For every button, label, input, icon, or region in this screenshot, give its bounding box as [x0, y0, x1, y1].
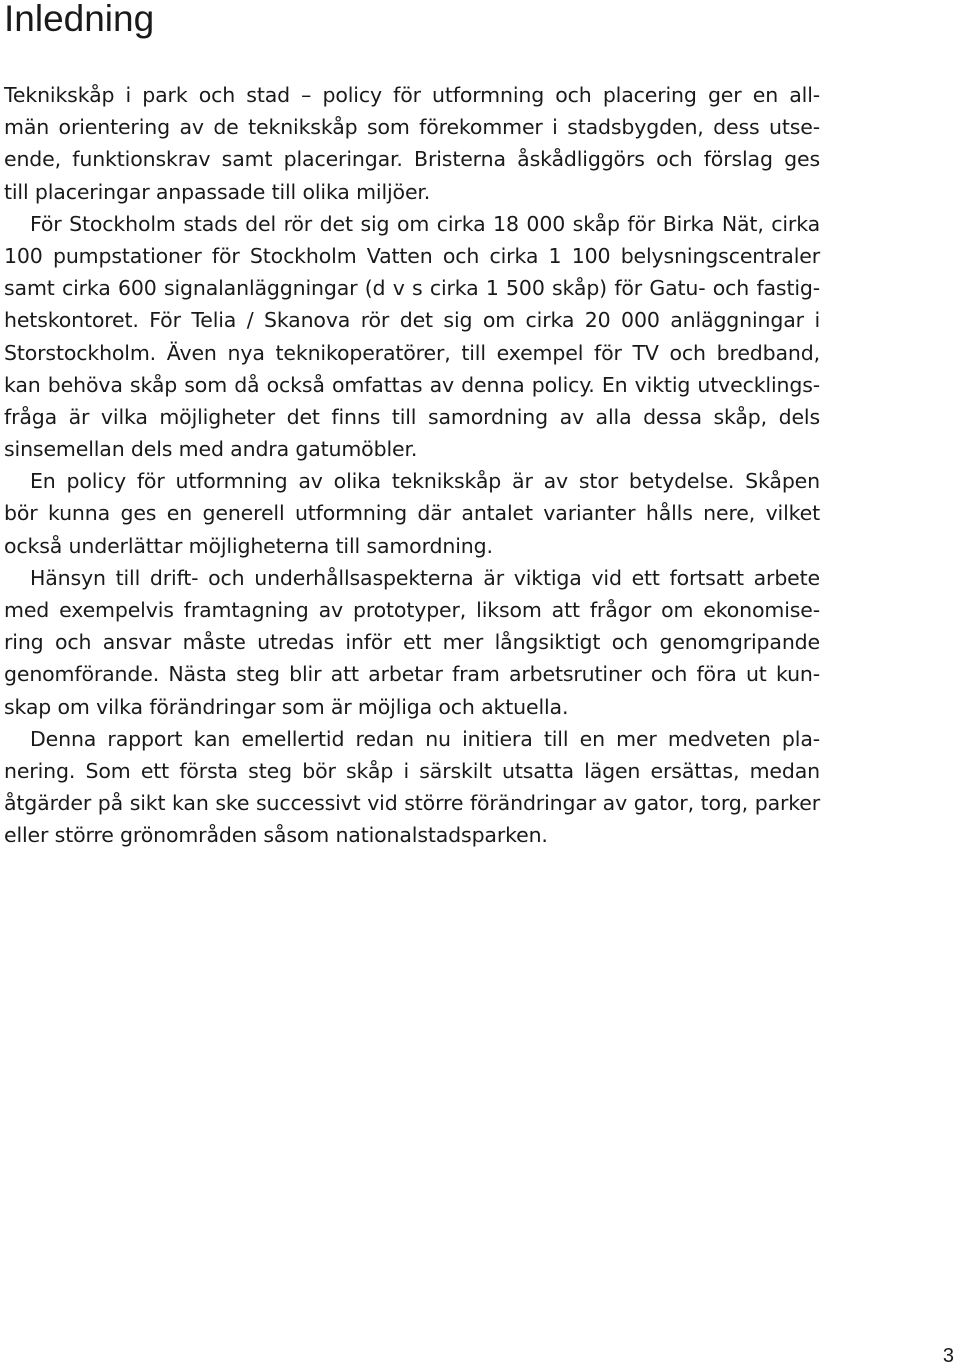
text-line: också underlättar möjligheterna till samordning. [4, 533, 493, 558]
text-line: fråga är vilka möjligheter det finns till samordning av alla dessa skåp, dels [4, 404, 820, 429]
text-line: åtgärder på sikt kan ske successivt vid större förändringar av gator, torg, parker [4, 791, 820, 816]
text-line: hetskontoret. För Telia / Skanova rör det sig om cirka 20 000 anläggningar i [4, 308, 820, 333]
text-line: 100 pumpstationer för Stockholm Vatten och cirka 1 100 belysningscentraler [4, 243, 820, 268]
text-line: kan behöva skåp som då också omfattas av denna policy. En viktig utvecklings- [4, 372, 820, 397]
text-line: till placeringar anpassade till olika miljöer. [4, 179, 431, 204]
text-line: Hänsyn till drift- och underhållsaspekterna är viktiga vid ett fortsatt arbete [30, 565, 820, 590]
text-line: ring och ansvar måste utredas inför ett mer långsiktigt och genomgripande [4, 630, 820, 655]
text-line: En policy för utformning av olika teknikskåp är av stor betydelse. Skåpen [30, 469, 820, 494]
text-line: män orientering av de teknikskåp som förekommer i stadsbygden, dess utse- [4, 115, 820, 140]
text-line: Storstockholm. Även nya teknikoperatörer, till exempel för TV och bredband, [4, 340, 820, 365]
text-line: med exempelvis framtagning av prototyper, liksom att frågor om ekonomise- [4, 598, 820, 622]
text-line: nering. Som ett första steg bör skåp i särskilt utsatta lägen ersättas, medan [4, 758, 820, 783]
text-line: Teknikskåp i park och stad – policy för utformning och placering ger en all- [4, 83, 820, 107]
text-line: samt cirka 600 signalanläggningar (d v s cirka 1 500 skåp) för Gatu- och fastig- [4, 276, 820, 301]
text-line: genomförande. Nästa steg blir att arbetar fram arbetsrutiner och föra ut kun- [4, 662, 820, 687]
text-line: skap om vilka förändringar som är möjliga och aktuella. [4, 694, 569, 719]
text-line: eller större grönområden såsom nationalstadsparken. [4, 823, 548, 848]
page-title: Inledning [4, 0, 155, 39]
text-line: För Stockholm stads del rör det sig om cirka 18 000 skåp för Birka Nät, cirka [30, 211, 820, 236]
text-line: bör kunna ges en generell utformning där antalet varianter hålls nere, vilket [4, 501, 820, 526]
page-number: 3 [942, 1345, 954, 1367]
text-line: ende, funktionskrav samt placeringar. Bristerna åskådliggörs och förslag ges [4, 147, 820, 172]
text-line: Denna rapport kan emellertid redan nu initiera till en mer medveten pla- [30, 726, 820, 751]
text-line: sinsemellan dels med andra gatumöbler. [4, 437, 418, 462]
body-text [4, 79, 820, 852]
